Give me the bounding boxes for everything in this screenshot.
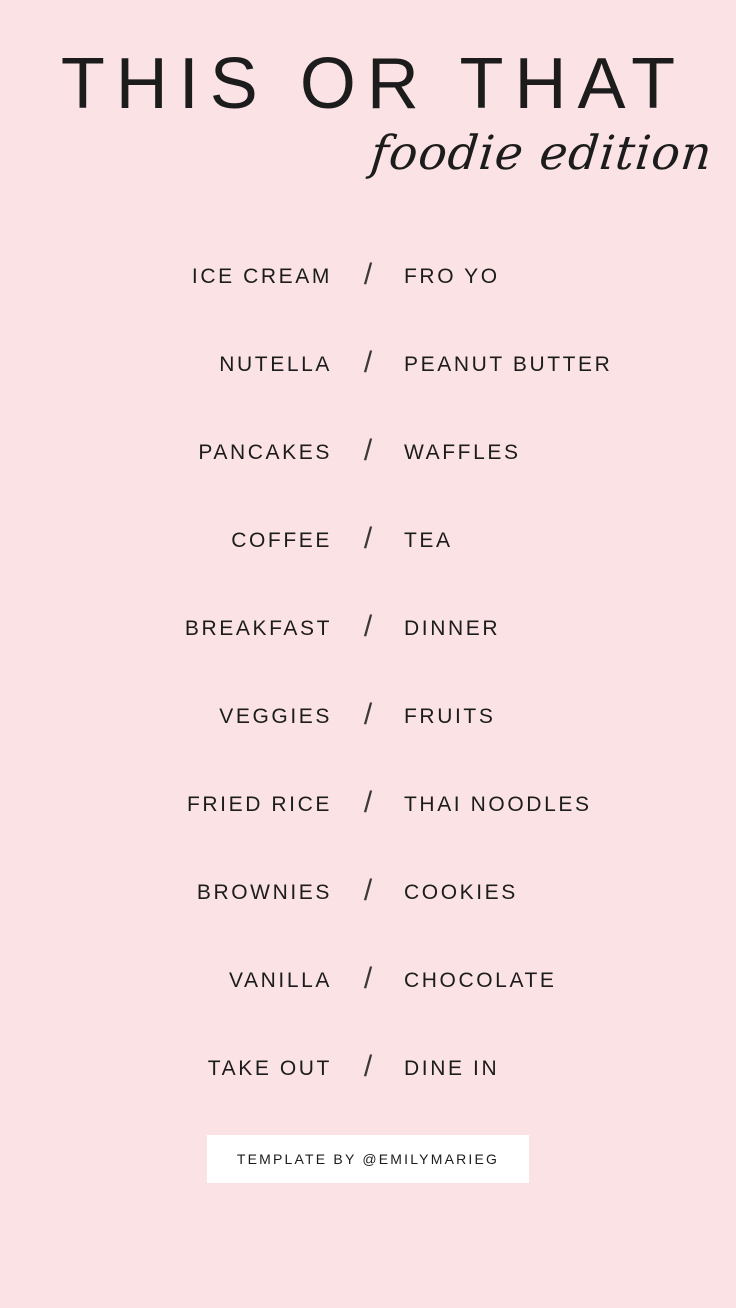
choice-left[interactable]: FRIED RICE [186,793,332,816]
choice-left[interactable]: PANCAKES [198,441,332,464]
choice-left[interactable]: COFFEE [231,529,332,552]
choice-left[interactable]: BREAKFAST [184,617,332,640]
choice-right[interactable]: TEA [404,529,453,552]
list-item [0,673,736,761]
separator-slash: / [363,258,373,291]
separator-slash: / [363,610,373,643]
list-item [0,233,736,321]
choice-right[interactable]: DINNER [404,617,501,640]
separator-slash: / [363,346,373,379]
choice-right[interactable]: CHOCOLATE [404,969,557,992]
separator-slash: / [363,874,373,907]
separator-slash: / [363,698,373,731]
page-subtitle: foodie edition [367,126,715,181]
separator-slash: / [363,1050,373,1083]
choice-right[interactable]: WAFFLES [404,441,521,464]
credit-wrap [0,1135,736,1183]
separator-slash: / [363,522,373,555]
choice-right[interactable]: FRUITS [404,705,496,728]
title-subtitle-wrap [0,126,736,181]
choice-right[interactable]: PEANUT BUTTER [404,353,613,376]
choice-left[interactable]: TAKE OUT [207,1057,332,1080]
choice-right[interactable]: DINE IN [404,1057,500,1080]
choice-right[interactable]: FRO YO [404,265,500,288]
choice-left[interactable]: VEGGIES [219,705,332,728]
choice-list [0,233,736,1113]
separator-slash: / [363,786,373,819]
choice-left[interactable]: VANILLA [228,969,332,992]
title-block [0,0,736,181]
list-item [0,849,736,937]
template-credit: TEMPLATE BY @EMILYMARIEG [207,1135,529,1183]
choice-right[interactable]: THAI NOODLES [404,793,592,816]
list-item [0,937,736,1025]
page-title: THIS OR THAT [60,44,687,124]
list-item [0,761,736,849]
choice-left[interactable]: NUTELLA [219,353,332,376]
choice-left[interactable]: ICE CREAM [191,265,332,288]
list-item [0,585,736,673]
list-item [0,409,736,497]
choice-right[interactable]: COOKIES [404,881,518,904]
separator-slash: / [363,962,373,995]
choice-left[interactable]: BROWNIES [196,881,332,904]
separator-slash: / [363,434,373,467]
list-item [0,321,736,409]
list-item [0,1025,736,1113]
list-item [0,497,736,585]
